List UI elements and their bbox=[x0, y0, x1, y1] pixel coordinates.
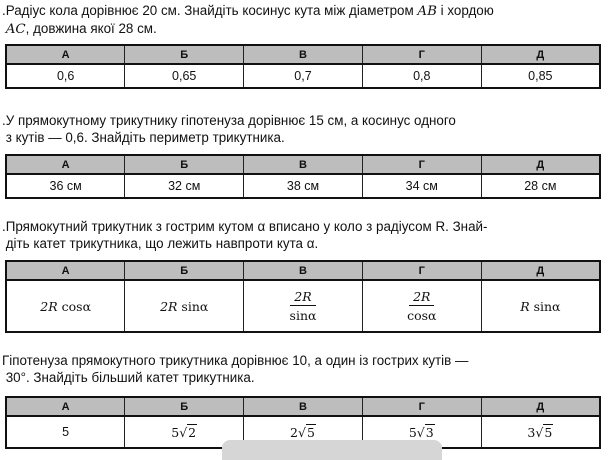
option-header-c: В bbox=[244, 397, 363, 416]
answer-table-2 bbox=[5, 154, 601, 199]
option-header-a: А bbox=[6, 261, 125, 280]
problem-3-text: .Прямокутний трикутник з гострим кутом α вписано у коло з радіусом R. Знай- діть катет трикутника, що лежить навпроти кута α. bbox=[2, 219, 488, 251]
option-header-d: Г bbox=[362, 155, 481, 174]
option-header-e: Д bbox=[481, 155, 600, 174]
answer-b: 0,65 bbox=[125, 64, 244, 88]
option-header-c: В bbox=[244, 155, 363, 174]
answer-b: 5√2 bbox=[125, 416, 244, 448]
answer-d: 0,8 bbox=[362, 64, 481, 88]
problem-3 bbox=[0, 218, 606, 333]
option-header-d: Г bbox=[362, 261, 481, 280]
answer-a: 2R cosα bbox=[6, 280, 125, 332]
answer-d: 34 см bbox=[362, 174, 481, 198]
problem-2-text: .У прямокутному трикутнику гіпотенуза дорівнює 15 см, а косинус одного з кутів — 0,6. Знайдіть периметр трикутника. bbox=[2, 113, 456, 145]
horizontal-scrollbar[interactable] bbox=[222, 440, 442, 460]
option-header-b: Б bbox=[125, 155, 244, 174]
answer-c: 2√5 bbox=[244, 416, 363, 448]
problem-4-text: Гіпотенуза прямокутного трикутника дорівнює 10, а один із гострих кутів — 30°. Знайдіть більший катет трикутника. bbox=[2, 353, 469, 385]
answer-b: 2R sinα bbox=[125, 280, 244, 332]
problem-4 bbox=[0, 352, 606, 449]
answer-b: 32 см bbox=[125, 174, 244, 198]
option-header-b: Б bbox=[125, 45, 244, 64]
option-header-b: Б bbox=[125, 261, 244, 280]
answer-a: 36 см bbox=[6, 174, 125, 198]
answer-e: 28 см bbox=[481, 174, 600, 198]
answer-c: 0,7 bbox=[244, 64, 363, 88]
option-header-c: В bbox=[244, 261, 363, 280]
answer-c bbox=[244, 280, 363, 332]
option-header-d: Г bbox=[362, 397, 481, 416]
answer-a: 5 bbox=[6, 416, 125, 448]
problem-1-text: .Радіус кола дорівнює 20 см. Знайдіть косинус кута між діаметром AB і хордою AC, довжина якої 28 см. bbox=[2, 3, 494, 37]
option-header-b: Б bbox=[125, 397, 244, 416]
option-header-e: Д bbox=[481, 261, 600, 280]
answer-d bbox=[362, 280, 481, 332]
answer-e: 0,85 bbox=[481, 64, 600, 88]
answer-e: 3√5 bbox=[481, 416, 600, 448]
answer-a: 0,6 bbox=[6, 64, 125, 88]
answer-d: 5√3 bbox=[362, 416, 481, 448]
answer-e: R sinα bbox=[481, 280, 600, 332]
option-header-a: А bbox=[6, 155, 125, 174]
answer-table-3 bbox=[5, 260, 601, 333]
fraction: $\frac{2R}{\cos\alpha}$ bbox=[407, 289, 437, 323]
option-header-a: А bbox=[6, 45, 125, 64]
option-header-d: Г bbox=[362, 45, 481, 64]
option-header-e: Д bbox=[481, 397, 600, 416]
option-header-e: Д bbox=[481, 45, 600, 64]
fraction: $\frac{2R}{\sin\alpha}$ bbox=[289, 289, 317, 323]
answer-c: 38 см bbox=[244, 174, 363, 198]
problem-1 bbox=[0, 2, 606, 89]
answer-table-1 bbox=[5, 44, 601, 89]
option-header-c: В bbox=[244, 45, 363, 64]
option-header-a: А bbox=[6, 397, 125, 416]
problem-2 bbox=[0, 112, 606, 199]
